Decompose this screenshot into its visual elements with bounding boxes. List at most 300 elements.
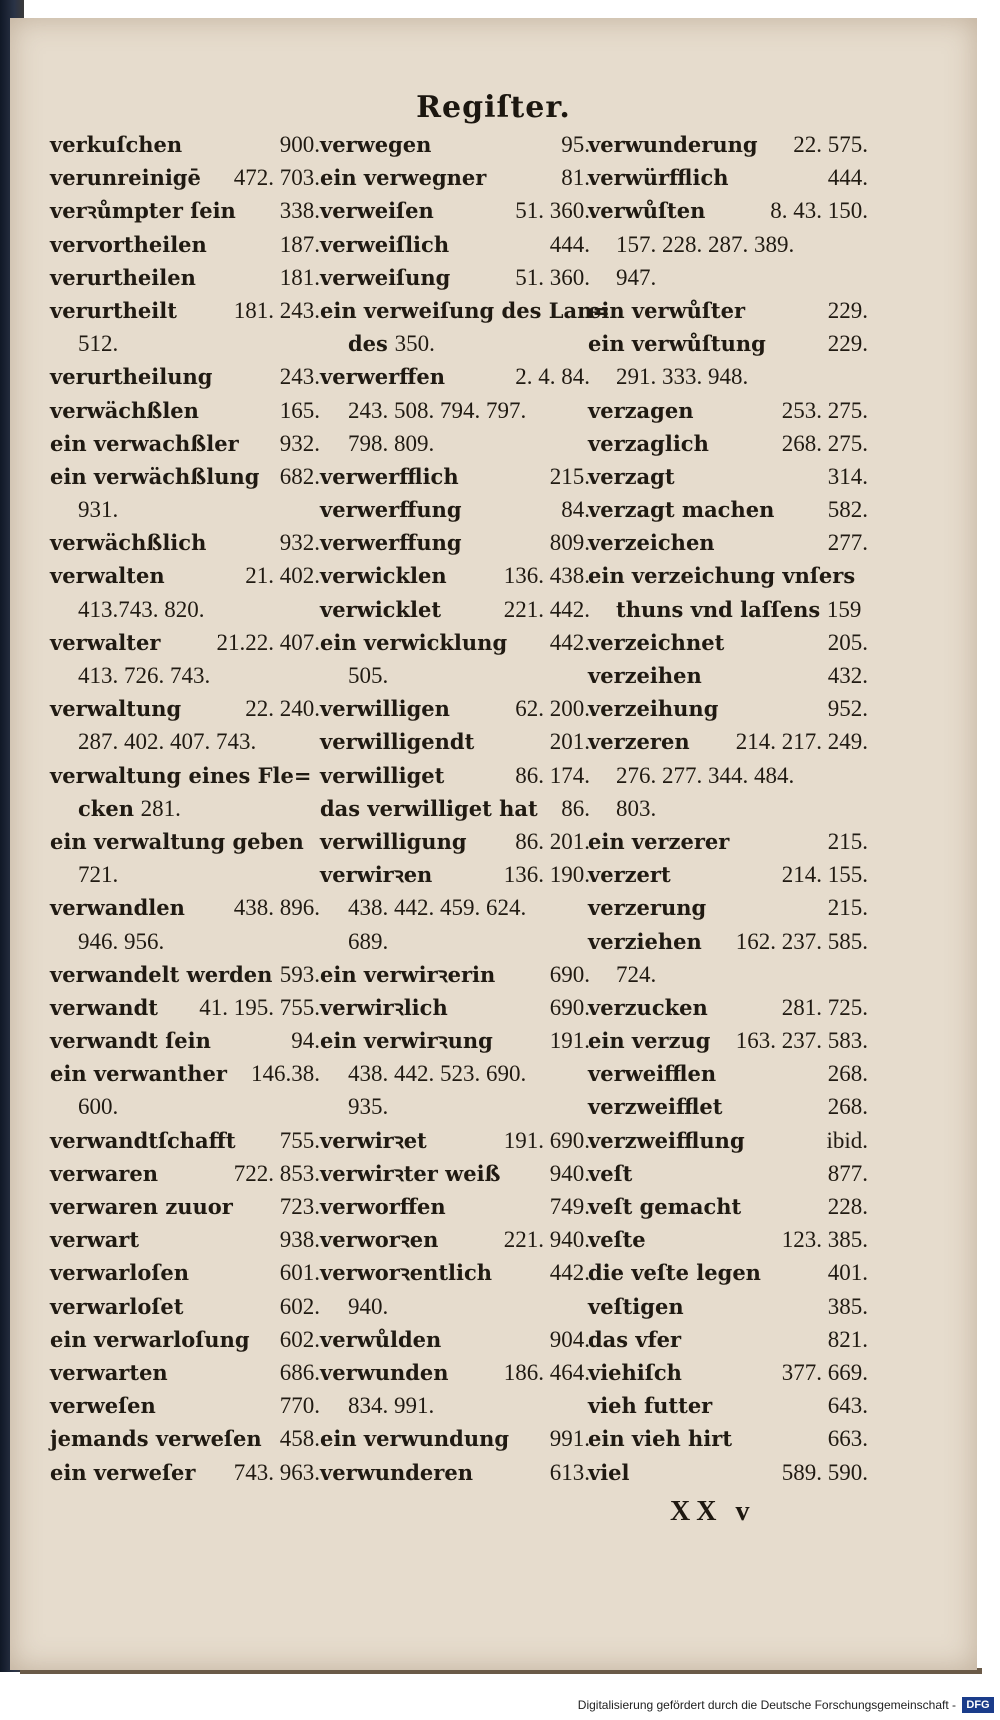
entry-page-numbers: 221. 940. <box>503 1227 590 1253</box>
register-entry <box>50 1389 320 1422</box>
register-entry <box>320 759 590 792</box>
entry-page-numbers: 2. 4. 84. <box>515 364 590 390</box>
entry-term: verweiſen <box>320 198 434 224</box>
register-continuation <box>588 958 868 991</box>
register-continuation <box>320 1290 590 1323</box>
entry-page-numbers: 214. 217. 249. <box>735 729 868 755</box>
register-entry <box>588 460 868 493</box>
entry-page-numbers: 749. <box>549 1194 590 1219</box>
entry-term: verwächßlen <box>50 397 199 423</box>
entry-page-numbers: 438. 442. 523. 690. <box>348 1061 527 1087</box>
register-entry <box>588 1456 868 1489</box>
entry-page-numbers: 931. <box>78 497 119 523</box>
register-entry <box>320 725 590 758</box>
register-entry <box>50 427 320 460</box>
register-entry <box>588 991 868 1024</box>
register-entry <box>50 194 320 227</box>
entry-page-numbers: 900. <box>279 132 320 157</box>
entry-page-numbers: 755. <box>279 1127 320 1153</box>
entry-term: ein verzug <box>588 1028 711 1054</box>
entry-term: veſtigen <box>588 1293 684 1319</box>
entry-page-numbers: 165. <box>279 397 320 423</box>
register-entry <box>320 128 590 161</box>
entry-page-numbers: 215. <box>827 828 868 854</box>
register-entry <box>588 128 868 161</box>
register-entry <box>50 1124 320 1157</box>
entry-term: verwilligendt <box>320 729 475 755</box>
register-entry <box>588 858 868 891</box>
register-entry <box>588 1323 868 1356</box>
entry-page-numbers: 253. 275. <box>781 397 868 423</box>
entry-page-numbers: 22. 575. <box>793 132 868 157</box>
entry-page-numbers: 243. <box>279 364 320 390</box>
entry-page-numbers: 229. <box>827 331 868 357</box>
entry-term: verwart <box>50 1227 140 1253</box>
entry-term: verworꝛen <box>320 1227 439 1253</box>
entry-page-numbers: 442. <box>549 1260 590 1286</box>
entry-term: verwandt <box>50 994 158 1020</box>
entry-page-numbers: 803. <box>616 795 657 821</box>
entry-term: verwürfflich <box>588 165 729 191</box>
entry-page-numbers: 458. <box>279 1426 320 1452</box>
entry-page-numbers: 268. <box>827 1061 868 1087</box>
entry-term: verwandt ſein <box>50 1028 211 1054</box>
entry-term: verwirꝛter weiß <box>320 1160 501 1186</box>
entry-page-numbers: 181. <box>279 264 320 290</box>
entry-page-numbers: 904. <box>549 1326 590 1352</box>
entry-page-numbers: 215. <box>827 895 868 921</box>
register-entry <box>588 1057 868 1090</box>
register-entry <box>50 394 320 427</box>
entry-term: ein verwaltung geben <box>50 828 304 854</box>
register-entry <box>50 1256 320 1289</box>
entry-page-numbers: 41. 195. 755. <box>199 994 320 1020</box>
register-entry <box>50 692 320 725</box>
register-entry <box>588 1090 868 1123</box>
entry-page-numbers: 338. <box>279 198 320 224</box>
entry-page-numbers: 281. 725. <box>781 994 868 1020</box>
entry-page-numbers: 505. <box>348 663 389 688</box>
register-entry <box>50 1190 320 1223</box>
entry-page-numbers: 932. <box>279 430 320 456</box>
entry-term: verzaglich <box>588 430 709 456</box>
entry-page-numbers: 582. <box>827 497 868 523</box>
register-entry <box>320 161 590 194</box>
register-entry <box>588 925 868 958</box>
register-entry <box>588 1356 868 1389</box>
register-entry <box>320 1323 590 1356</box>
register-entry <box>320 626 590 659</box>
register-entry <box>50 991 320 1024</box>
register-entry <box>50 792 320 825</box>
register-entry <box>320 1124 590 1157</box>
register-entry <box>588 659 868 692</box>
register-continuation <box>50 858 320 891</box>
register-entry <box>588 1157 868 1190</box>
entry-term: verzeichen <box>588 530 715 556</box>
register-entry <box>320 1223 590 1256</box>
entry-term: verweifflen <box>588 1061 717 1087</box>
entry-term: verzert <box>588 862 671 888</box>
register-entry <box>588 294 868 327</box>
register-entry <box>588 526 868 559</box>
register-entry <box>320 1422 590 1455</box>
register-column-3 <box>588 128 868 1489</box>
entry-term: ein verwegner <box>320 165 487 191</box>
entry-term: verwandtſchafft <box>50 1127 236 1153</box>
entry-term: ein verweiſung des Lan= <box>320 297 610 323</box>
entry-page-numbers: 287. 402. 407. 743. <box>78 729 257 755</box>
book-page <box>10 18 977 1670</box>
entry-page-numbers: 215. <box>549 463 590 489</box>
entry-term: ein verwůſtung <box>588 331 766 357</box>
entry-page-numbers: 51. 360. <box>515 264 590 290</box>
entry-page-numbers: 136. 190. <box>503 862 590 888</box>
entry-page-numbers: 276. 277. 344. 484. <box>616 762 795 788</box>
register-entry <box>50 1223 320 1256</box>
entry-term: verworꝛentlich <box>320 1260 493 1286</box>
entry-page-numbers: 600. <box>78 1094 119 1120</box>
entry-term: ein verwirꝛerin <box>320 961 496 987</box>
entry-term: verwicklet <box>320 596 442 622</box>
entry-term: verwerffen <box>320 364 445 390</box>
entry-page-numbers: 438. 896. <box>233 895 320 921</box>
register-entry <box>588 327 868 360</box>
register-entry <box>50 261 320 294</box>
entry-term: verunreinigē <box>50 165 201 191</box>
entry-term: ein verwicklung <box>320 629 508 655</box>
register-entry <box>320 1157 590 1190</box>
entry-term: verweiſung <box>320 264 451 290</box>
entry-page-numbers: 686. <box>279 1359 320 1385</box>
register-entry <box>588 1256 868 1289</box>
entry-page-numbers: 722. 853. <box>233 1160 320 1186</box>
entry-page-numbers: 770. <box>279 1393 320 1419</box>
entry-page-numbers: 221. 442. <box>503 596 590 622</box>
entry-page-numbers: 438. 442. 459. 624. <box>348 895 527 921</box>
digitization-footer <box>0 1694 1000 1720</box>
entry-term: verzeren <box>588 729 690 755</box>
entry-term: das vfer <box>588 1326 682 1352</box>
entry-term: verzerung <box>588 895 707 921</box>
entry-term: vieh futter <box>588 1393 713 1419</box>
entry-page-numbers: 663. <box>827 1426 868 1452</box>
register-entry <box>320 360 590 393</box>
entry-term: verzweifflung <box>588 1127 745 1153</box>
entry-page-numbers: 601. <box>279 1260 320 1286</box>
entry-term: verwirꝛet <box>320 1127 427 1153</box>
register-entry <box>320 958 590 991</box>
register-entry <box>588 1024 868 1057</box>
entry-page-numbers: 602. <box>279 1326 320 1352</box>
register-entry <box>588 161 868 194</box>
register-entry <box>320 593 590 626</box>
entry-page-numbers: 86. 201. <box>515 828 590 854</box>
register-entry <box>50 1356 320 1389</box>
register-entry <box>50 1290 320 1323</box>
register-column-1 <box>50 128 320 1489</box>
entry-page-numbers: 22. 240. <box>245 696 320 722</box>
entry-page-numbers: 743. 963. <box>233 1459 320 1485</box>
register-entry <box>588 1124 868 1157</box>
register-continuation <box>320 891 590 924</box>
register-entry <box>320 991 590 1024</box>
register-continuation <box>50 593 320 626</box>
entry-page-numbers: 682. <box>279 463 320 489</box>
register-continuation <box>50 925 320 958</box>
entry-page-numbers: 205. <box>827 629 868 655</box>
register-continuation <box>320 394 590 427</box>
register-continuation <box>588 759 868 792</box>
entry-page-numbers: 947. <box>616 264 657 290</box>
entry-page-numbers: 690. <box>549 994 590 1020</box>
entry-term: verwicklen <box>320 563 447 589</box>
entry-page-numbers: 277. <box>827 530 868 556</box>
register-continuation <box>50 659 320 692</box>
entry-term: verzagen <box>588 397 694 423</box>
register-entry <box>320 692 590 725</box>
entry-term: ein verwachßler <box>50 430 239 456</box>
register-entry <box>320 1024 590 1057</box>
entry-page-numbers: 95. <box>561 132 590 157</box>
entry-term: verzucken <box>588 994 708 1020</box>
entry-term: ein vieh hirt <box>588 1426 733 1452</box>
entry-term: verweiſlich <box>320 231 450 257</box>
register-continuation <box>320 925 590 958</box>
entry-term: verwerfflich <box>320 463 459 489</box>
entry-page-numbers: 146.38. <box>251 1061 320 1087</box>
register-entry <box>50 460 320 493</box>
register-entry <box>50 759 320 792</box>
register-entry <box>588 825 868 858</box>
entry-page-numbers: 243. 508. 794. 797. <box>348 397 527 423</box>
entry-term: verzeihen <box>588 663 702 688</box>
entry-page-numbers: 721. <box>78 862 119 888</box>
entry-term: verurtheilung <box>50 364 213 390</box>
register-entry <box>50 891 320 924</box>
entry-page-numbers: 94. <box>291 1028 320 1054</box>
entry-page-numbers: 940. <box>348 1293 389 1319</box>
register-continuation <box>320 1389 590 1422</box>
entry-term: verzeichnet <box>588 629 725 655</box>
entry-term: ein verzeichung vnſers <box>588 563 856 589</box>
entry-term: verꝛůmpter ſein <box>50 198 236 224</box>
entry-term: ein verwarloſung <box>50 1326 250 1352</box>
entry-page-numbers: 187. <box>279 231 320 257</box>
register-entry <box>320 1190 590 1223</box>
register-entry <box>50 1422 320 1455</box>
entry-page-numbers: 229. <box>827 297 868 323</box>
entry-page-numbers: 350. <box>394 331 435 357</box>
entry-page-numbers: ibid. <box>826 1127 868 1153</box>
entry-page-numbers: 690. <box>549 961 590 987</box>
entry-term: verwalten <box>50 563 165 589</box>
entry-page-numbers: 809. <box>549 530 590 556</box>
entry-page-numbers: 472. 703. <box>233 165 320 191</box>
entry-term: verwaren <box>50 1160 159 1186</box>
signature-mark: XX v <box>670 1496 756 1527</box>
entry-term: veſt gemacht <box>588 1194 742 1219</box>
entry-term: verwächßlich <box>50 530 207 556</box>
register-continuation <box>50 1090 320 1123</box>
register-entry <box>50 1157 320 1190</box>
register-entry <box>588 194 868 227</box>
entry-page-numbers: 442. <box>549 629 590 655</box>
entry-term: verwunderen <box>320 1459 473 1485</box>
entry-term: verwilliget <box>320 762 445 788</box>
entry-page-numbers: 21. 402. <box>245 563 320 589</box>
register-entry <box>320 194 590 227</box>
entry-page-numbers: 268. <box>827 1094 868 1120</box>
register-entry <box>588 1190 868 1223</box>
entry-page-numbers: 643. <box>827 1393 868 1419</box>
register-entry <box>320 858 590 891</box>
entry-term: veſte <box>588 1227 646 1253</box>
entry-term: des <box>348 331 388 357</box>
entry-page-numbers: 51. 360. <box>515 198 590 224</box>
entry-page-numbers: 314. <box>827 463 868 489</box>
entry-page-numbers: 512. <box>78 331 119 357</box>
entry-term: jemands verweſen <box>50 1426 262 1452</box>
entry-page-numbers: 281. <box>140 795 181 821</box>
register-continuation <box>50 725 320 758</box>
entry-term: verwarloſet <box>50 1293 184 1319</box>
entry-term: ein verwanther <box>50 1061 227 1087</box>
entry-term: verzweifflet <box>588 1094 723 1120</box>
entry-term: verwunden <box>320 1359 449 1385</box>
entry-page-numbers: 932. <box>279 530 320 556</box>
entry-term: cken <box>78 795 134 821</box>
entry-page-numbers: 821. <box>827 1326 868 1352</box>
register-entry <box>320 460 590 493</box>
entry-page-numbers: 191. 690. <box>503 1127 590 1153</box>
entry-term: verwaren zuuor <box>50 1194 233 1219</box>
entry-term: verwegen <box>320 132 432 157</box>
entry-term: verwilligung <box>320 828 467 854</box>
entry-term: die veſte legen <box>588 1260 761 1286</box>
entry-page-numbers: 201. <box>549 729 590 755</box>
entry-page-numbers: 8. 43. 150. <box>770 198 868 224</box>
register-continuation <box>50 493 320 526</box>
register-entry <box>588 1223 868 1256</box>
entry-term: verwalter <box>50 629 161 655</box>
register-entry <box>50 161 320 194</box>
entry-term: verwerffung <box>320 497 462 523</box>
entry-page-numbers: 123. 385. <box>781 1227 868 1253</box>
entry-term: verwirꝛen <box>320 862 433 888</box>
register-entry <box>588 559 868 592</box>
entry-page-numbers: 938. <box>279 1227 320 1253</box>
register-continuation <box>320 659 590 692</box>
register-continuation <box>588 261 868 294</box>
entry-page-numbers: 159 <box>826 596 862 622</box>
entry-page-numbers: 181. 243. <box>233 297 320 323</box>
entry-term: verwirꝛlich <box>320 994 448 1020</box>
register-entry <box>320 228 590 261</box>
entry-page-numbers: 798. 809. <box>348 430 435 456</box>
register-entry <box>588 493 868 526</box>
entry-term: viehiſch <box>588 1359 682 1385</box>
entry-page-numbers: 935. <box>348 1094 389 1120</box>
entry-term: verwarten <box>50 1359 168 1385</box>
entry-page-numbers: 589. 590. <box>781 1459 868 1485</box>
entry-page-numbers: 602. <box>279 1293 320 1319</box>
entry-term: verwilligen <box>320 696 450 722</box>
entry-page-numbers: 136. 438. <box>503 563 590 589</box>
register-continuation <box>588 792 868 825</box>
entry-page-numbers: 724. <box>616 961 657 987</box>
entry-page-numbers: 377. 669. <box>781 1359 868 1385</box>
entry-page-numbers: 191. <box>549 1028 590 1054</box>
entry-term: thuns vnd laſſens <box>616 596 821 622</box>
entry-term: ein verwirꝛung <box>320 1028 493 1054</box>
entry-term: verurtheilt <box>50 297 177 323</box>
entry-term: vervortheilen <box>50 231 207 257</box>
entry-page-numbers: 613. <box>549 1459 590 1485</box>
register-entry <box>588 593 868 626</box>
register-entry <box>50 360 320 393</box>
entry-page-numbers: 444. <box>827 165 868 191</box>
entry-page-numbers: 21.22. 407. <box>216 629 320 655</box>
register-entry <box>320 526 590 559</box>
register-entry <box>50 559 320 592</box>
entry-term: verwarloſen <box>50 1260 190 1286</box>
entry-page-numbers: 162. 237. 585. <box>735 928 868 954</box>
entry-term: ein verzerer <box>588 828 730 854</box>
register-continuation <box>320 1090 590 1123</box>
register-entry <box>320 559 590 592</box>
register-entry <box>320 1356 590 1389</box>
entry-term: verweſen <box>50 1393 156 1419</box>
entry-term: verwunderung <box>588 132 758 157</box>
entry-term: verziehen <box>588 928 702 954</box>
register-continuation <box>320 1057 590 1090</box>
entry-term: verwerffung <box>320 530 462 556</box>
register-entry <box>50 1024 320 1057</box>
entry-page-numbers: 952. <box>827 696 868 722</box>
entry-term: verwandlen <box>50 895 185 921</box>
entry-page-numbers: 163. 237. 583. <box>735 1028 868 1054</box>
register-continuation <box>320 427 590 460</box>
register-entry <box>588 427 868 460</box>
register-continuation <box>588 228 868 261</box>
register-entry <box>588 394 868 427</box>
register-entry <box>320 327 590 360</box>
entry-page-numbers: 946. 956. <box>78 928 165 954</box>
entry-page-numbers: 940. <box>549 1160 590 1186</box>
entry-page-numbers: 84. <box>561 497 590 523</box>
entry-term: verzeihung <box>588 696 719 722</box>
register-entry <box>320 294 610 327</box>
register-entry <box>50 228 320 261</box>
entry-page-numbers: 432. <box>827 663 868 688</box>
entry-term: verwandelt werden <box>50 961 273 987</box>
register-entry <box>50 825 320 858</box>
register-entry <box>320 1456 590 1489</box>
funding-credit: Digitalisierung gefördert durch die Deutsche Forschungsgemeinschaft - <box>577 1698 956 1712</box>
entry-page-numbers: 991. <box>549 1426 590 1452</box>
register-entry <box>50 1057 320 1090</box>
entry-term: verzagt <box>588 463 675 489</box>
register-continuation <box>50 327 320 360</box>
entry-page-numbers: 86. 174. <box>515 762 590 788</box>
entry-page-numbers: 157. 228. 287. 389. <box>616 231 795 257</box>
register-entry <box>50 526 320 559</box>
register-entry <box>588 1290 868 1323</box>
register-entry <box>588 626 868 659</box>
register-entry <box>320 493 590 526</box>
register-entry <box>50 1456 320 1489</box>
